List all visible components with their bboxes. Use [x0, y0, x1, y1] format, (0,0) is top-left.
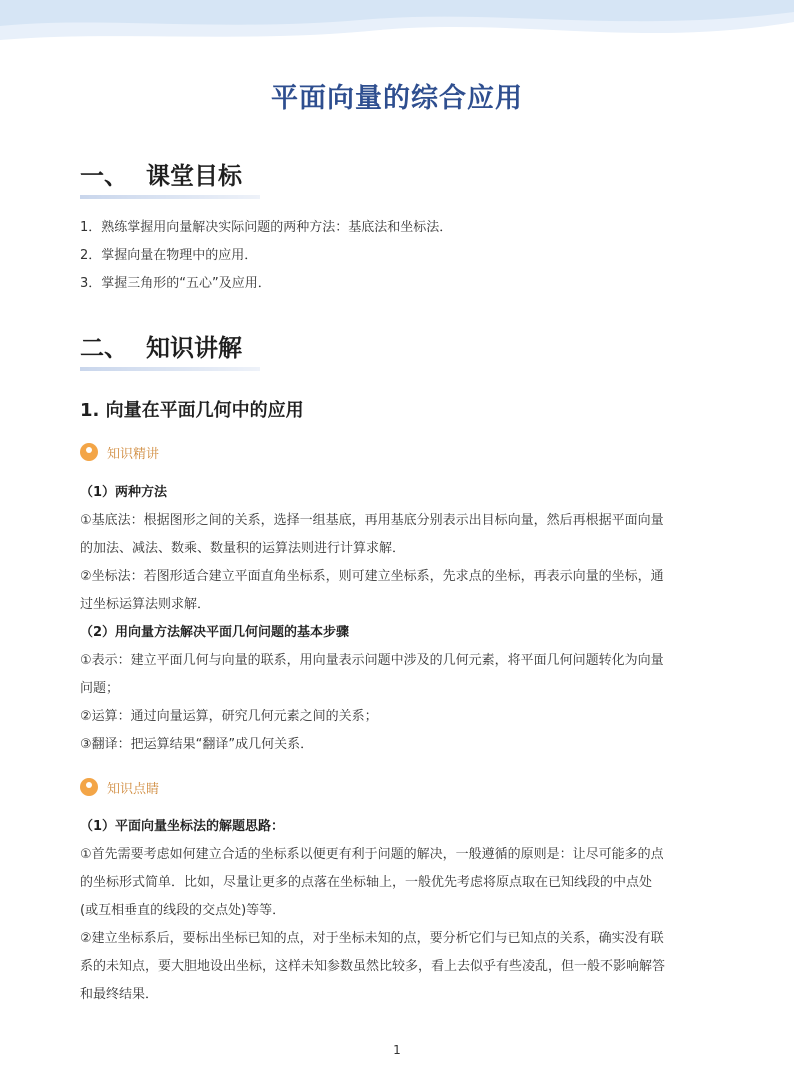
body-line: 系的未知点，要大胆地设出坐标，这样未知参数虽然比较多，看上去似乎有些凌乱，但一般不影响解答 [80, 959, 666, 974]
body-line: 问题； [80, 681, 120, 696]
lightbulb-icon [80, 443, 98, 461]
section-underline [80, 195, 260, 199]
body-line: (或互相垂直的线段的交点处)等等． [80, 903, 286, 918]
subsection-heading: 1. 向量在平面几何中的应用 [80, 400, 304, 421]
body-line: 的坐标形式简单．比如，尽量让更多的点落在坐标轴上，一般优先考虑将原点取在已知线段的中点处 [80, 875, 653, 890]
page-number: 1 [393, 1043, 401, 1057]
body-line: ②坐标法：若图形适合建立平面直角坐标系，则可建立坐标系，先求点的坐标，再表示向量的坐标，通 [80, 569, 664, 584]
section-title: 课堂目标 [146, 162, 242, 190]
paragraph-title: （1）平面向量坐标法的解题思路： [80, 819, 285, 834]
goal-item: 1．熟练掌握用向量解决实际问题的两种方法：基底法和坐标法． [80, 220, 453, 235]
section-number: 二、 [80, 334, 128, 362]
section-number: 一、 [80, 162, 128, 190]
paragraph-title: （1）两种方法 [80, 485, 168, 500]
section-underline [80, 367, 260, 371]
lightbulb-icon [80, 778, 98, 796]
paragraph-title: （2）用向量方法解决平面几何问题的基本步骤 [80, 625, 350, 640]
tag-label: 知识点睛 [107, 781, 160, 797]
body-line: 过坐标运算法则求解． [80, 597, 211, 612]
body-line: ②运算：通过向量运算，研究几何元素之间的关系； [80, 709, 378, 724]
body-line: 和最终结果． [80, 987, 159, 1002]
body-line: ③翻译：把运算结果“翻译”成几何关系． [80, 737, 314, 752]
knowledge-tag-jingjiang [80, 442, 159, 462]
body-line: ①表示：建立平面几何与向量的联系，用向量表示问题中涉及的几何元素，将平面几何问题转化为向量 [80, 653, 664, 668]
goal-item: 2．掌握向量在物理中的应用． [80, 248, 258, 263]
section-heading-knowledge [80, 328, 242, 363]
body-line: 的加法、减法、数乘、数量积的运算法则进行计算求解． [80, 541, 406, 556]
goal-item: 3．掌握三角形的“五心”及应用． [80, 276, 271, 291]
tag-label: 知识精讲 [107, 446, 160, 462]
section-title: 知识讲解 [146, 334, 242, 362]
body-line: ②建立坐标系后，要标出坐标已知的点，对于坐标未知的点，要分析它们与已知点的关系，确实没有联 [80, 931, 664, 946]
header-wave-decoration [0, 0, 794, 70]
document-title: 平面向量的综合应用 [271, 83, 523, 114]
body-line: ①首先需要考虑如何建立合适的坐标系以便更有利于问题的解决，一般遵循的原则是：让尽可能多的点 [80, 847, 664, 862]
section-heading-goals [80, 156, 242, 191]
body-line: ①基底法：根据图形之间的关系，选择一组基底，再用基底分别表示出目标向量，然后再根据平面向量 [80, 513, 664, 528]
knowledge-tag-dianjing [80, 777, 159, 797]
